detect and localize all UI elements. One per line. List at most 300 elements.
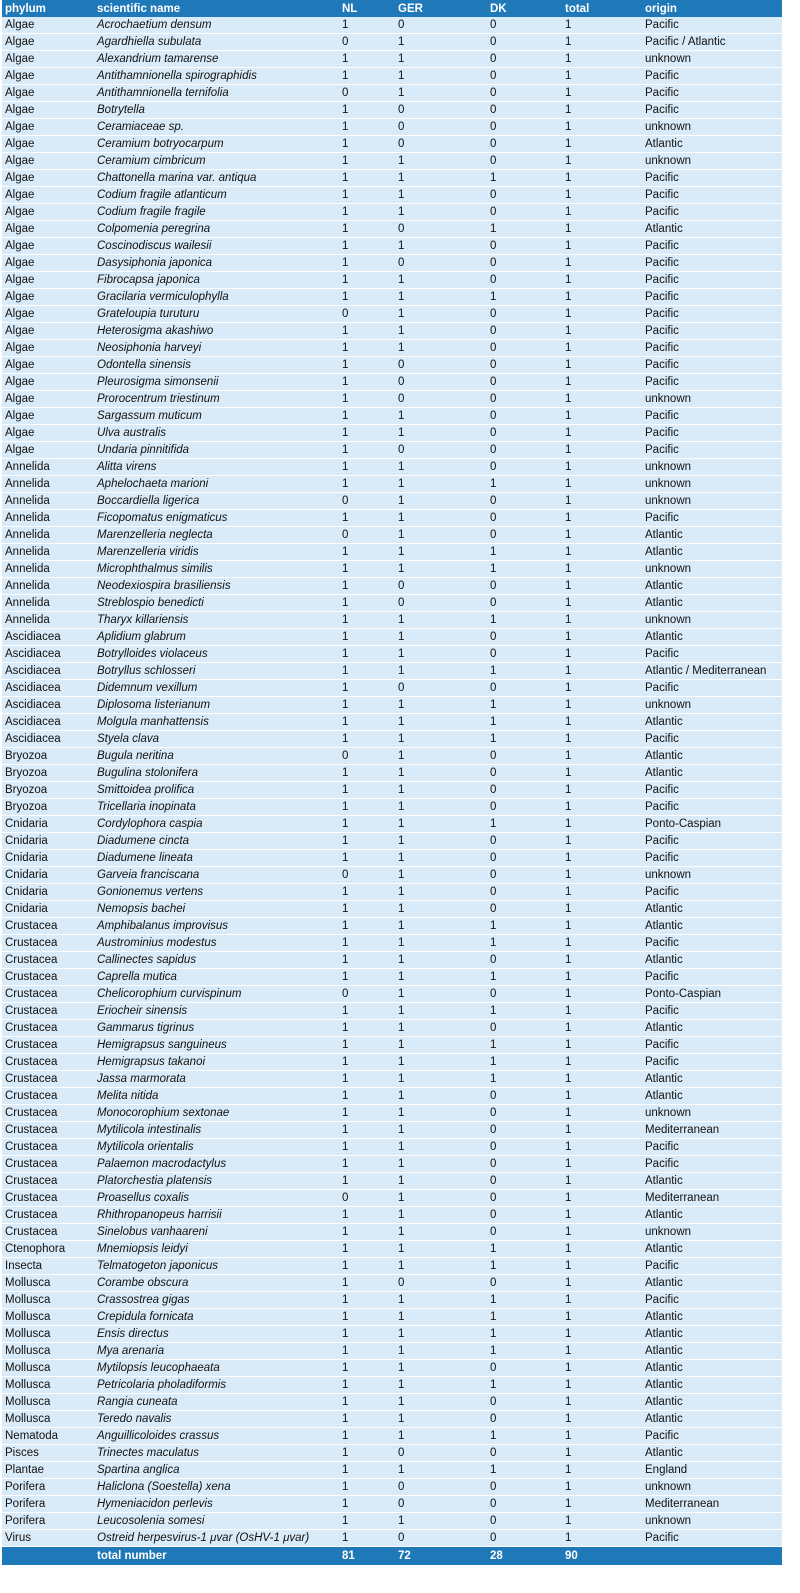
origin-cell: unknown bbox=[642, 1479, 782, 1496]
dk-cell: 1 bbox=[487, 1462, 562, 1479]
table-row bbox=[2, 918, 782, 935]
dk-cell: 0 bbox=[487, 1122, 562, 1139]
origin-cell: Atlantic / Mediterranean bbox=[642, 663, 782, 680]
scientific-name-cell: Neodexiospira brasiliensis bbox=[94, 578, 339, 595]
total-cell: 1 bbox=[562, 323, 642, 340]
nl-cell: 1 bbox=[339, 782, 395, 799]
phylum-cell: Crustacea bbox=[2, 918, 94, 935]
nl-cell: 1 bbox=[339, 170, 395, 187]
table-row bbox=[2, 272, 782, 289]
ger-cell: 1 bbox=[395, 1258, 487, 1275]
ger-cell: 1 bbox=[395, 170, 487, 187]
total-row bbox=[2, 1547, 782, 1565]
scientific-name-cell: Nemopsis bachei bbox=[94, 901, 339, 918]
origin-cell: Pacific bbox=[642, 969, 782, 986]
dk-cell: 1 bbox=[487, 1241, 562, 1258]
origin-cell: Atlantic bbox=[642, 748, 782, 765]
origin-cell: Atlantic bbox=[642, 578, 782, 595]
scientific-name-cell: Ceramium cimbricum bbox=[94, 153, 339, 170]
nl-cell: 1 bbox=[339, 1037, 395, 1054]
origin-cell: Atlantic bbox=[642, 714, 782, 731]
scientific-name-cell: Antithamnionella spirographidis bbox=[94, 68, 339, 85]
total-cell: 1 bbox=[562, 408, 642, 425]
total-cell: 1 bbox=[562, 510, 642, 527]
phylum-cell: Annelida bbox=[2, 527, 94, 544]
origin-cell: Atlantic bbox=[642, 595, 782, 612]
dk-cell: 0 bbox=[487, 255, 562, 272]
total-cell: 1 bbox=[562, 34, 642, 51]
ger-cell: 1 bbox=[395, 782, 487, 799]
table-row bbox=[2, 1207, 782, 1224]
table-row bbox=[2, 255, 782, 272]
total-cell: 1 bbox=[562, 918, 642, 935]
origin-cell: Pacific bbox=[642, 374, 782, 391]
nl-cell: 1 bbox=[339, 1309, 395, 1326]
dk-cell: 1 bbox=[487, 170, 562, 187]
total-cell: 1 bbox=[562, 1190, 642, 1207]
origin-cell: Pacific bbox=[642, 17, 782, 34]
scientific-name-cell: Colpomenia peregrina bbox=[94, 221, 339, 238]
origin-cell: Atlantic bbox=[642, 1445, 782, 1462]
origin-cell: Pacific bbox=[642, 272, 782, 289]
ger-cell: 1 bbox=[395, 1122, 487, 1139]
dk-cell: 0 bbox=[487, 187, 562, 204]
phylum-cell: Virus bbox=[2, 1530, 94, 1547]
total-cell: 1 bbox=[562, 1122, 642, 1139]
phylum-cell: Annelida bbox=[2, 561, 94, 578]
nl-cell: 0 bbox=[339, 306, 395, 323]
nl-cell: 1 bbox=[339, 204, 395, 221]
table-row bbox=[2, 1326, 782, 1343]
dk-cell: 0 bbox=[487, 646, 562, 663]
phylum-cell: Algae bbox=[2, 85, 94, 102]
total-cell: 1 bbox=[562, 1173, 642, 1190]
table-row bbox=[2, 578, 782, 595]
total-cell: 1 bbox=[562, 1479, 642, 1496]
total-cell: 1 bbox=[562, 136, 642, 153]
ger-cell: 1 bbox=[395, 1190, 487, 1207]
total-cell: 1 bbox=[562, 289, 642, 306]
phylum-cell: Ascidiacea bbox=[2, 663, 94, 680]
ger-cell: 1 bbox=[395, 1428, 487, 1445]
total-cell: 1 bbox=[562, 1496, 642, 1513]
scientific-name-cell: Grateloupia turuturu bbox=[94, 306, 339, 323]
ger-cell: 1 bbox=[395, 765, 487, 782]
scientific-name-cell: Bugula neritina bbox=[94, 748, 339, 765]
scientific-name-cell: Neosiphonia harveyi bbox=[94, 340, 339, 357]
origin-cell: unknown bbox=[642, 119, 782, 136]
ger-cell: 0 bbox=[395, 578, 487, 595]
nl-cell: 1 bbox=[339, 833, 395, 850]
nl-cell: 0 bbox=[339, 34, 395, 51]
ger-cell: 1 bbox=[395, 884, 487, 901]
ger-cell: 1 bbox=[395, 238, 487, 255]
ger-cell: 1 bbox=[395, 935, 487, 952]
dk-cell: 0 bbox=[487, 782, 562, 799]
phylum-cell: Algae bbox=[2, 17, 94, 34]
dk-cell: 1 bbox=[487, 1037, 562, 1054]
origin-cell: England bbox=[642, 1462, 782, 1479]
dk-cell: 0 bbox=[487, 510, 562, 527]
table-row bbox=[2, 646, 782, 663]
ger-cell: 1 bbox=[395, 1513, 487, 1530]
table-row bbox=[2, 102, 782, 119]
scientific-name-cell: Acrochaetium densum bbox=[94, 17, 339, 34]
nl-cell: 1 bbox=[339, 969, 395, 986]
ger-cell: 1 bbox=[395, 867, 487, 884]
scientific-name-cell: Mytilicola intestinalis bbox=[94, 1122, 339, 1139]
phylum-cell: Algae bbox=[2, 204, 94, 221]
ger-cell: 1 bbox=[395, 204, 487, 221]
total-cell: 1 bbox=[562, 153, 642, 170]
nl-cell: 1 bbox=[339, 391, 395, 408]
dk-cell: 1 bbox=[487, 714, 562, 731]
table-row bbox=[2, 816, 782, 833]
table-row bbox=[2, 136, 782, 153]
nl-cell: 1 bbox=[339, 459, 395, 476]
phylum-cell: Crustacea bbox=[2, 952, 94, 969]
ger-cell: 1 bbox=[395, 1105, 487, 1122]
dk-cell: 0 bbox=[487, 102, 562, 119]
scientific-name-cell: Codium fragile fragile bbox=[94, 204, 339, 221]
total-cell: 1 bbox=[562, 816, 642, 833]
origin-cell: Pacific bbox=[642, 425, 782, 442]
dk-cell: 0 bbox=[487, 680, 562, 697]
phylum-cell: Bryozoa bbox=[2, 748, 94, 765]
scientific-name-cell: Didemnum vexillum bbox=[94, 680, 339, 697]
ger-cell: 1 bbox=[395, 289, 487, 306]
ger-cell: 1 bbox=[395, 816, 487, 833]
nl-cell: 1 bbox=[339, 1343, 395, 1360]
ger-cell: 1 bbox=[395, 1411, 487, 1428]
phylum-cell: Porifera bbox=[2, 1496, 94, 1513]
table-row bbox=[2, 782, 782, 799]
ger-cell: 0 bbox=[395, 136, 487, 153]
table-row bbox=[2, 1394, 782, 1411]
phylum-cell: Bryozoa bbox=[2, 782, 94, 799]
origin-cell: unknown bbox=[642, 476, 782, 493]
phylum-cell: Algae bbox=[2, 34, 94, 51]
total-cell: 1 bbox=[562, 1020, 642, 1037]
table-row bbox=[2, 1411, 782, 1428]
total-cell: 1 bbox=[562, 1224, 642, 1241]
scientific-name-cell: Ulva australis bbox=[94, 425, 339, 442]
ger-cell: 0 bbox=[395, 1496, 487, 1513]
origin-cell: Pacific bbox=[642, 1428, 782, 1445]
dk-cell: 1 bbox=[487, 969, 562, 986]
nl-cell: 1 bbox=[339, 629, 395, 646]
nl-cell: 1 bbox=[339, 1054, 395, 1071]
phylum-cell: Algae bbox=[2, 238, 94, 255]
origin-cell: unknown bbox=[642, 493, 782, 510]
table-row bbox=[2, 391, 782, 408]
ger-cell: 1 bbox=[395, 612, 487, 629]
ger-cell: 1 bbox=[395, 187, 487, 204]
dk-cell: 1 bbox=[487, 1258, 562, 1275]
table-row bbox=[2, 1156, 782, 1173]
nl-cell: 1 bbox=[339, 255, 395, 272]
table-row bbox=[2, 969, 782, 986]
scientific-name-cell: Alexandrium tamarense bbox=[94, 51, 339, 68]
scientific-name-cell: Crassostrea gigas bbox=[94, 1292, 339, 1309]
phylum-cell: Ascidiacea bbox=[2, 714, 94, 731]
phylum-cell: Bryozoa bbox=[2, 765, 94, 782]
scientific-name-cell: Sargassum muticum bbox=[94, 408, 339, 425]
scientific-name-cell: Antithamnionella ternifolia bbox=[94, 85, 339, 102]
total-cell: 1 bbox=[562, 799, 642, 816]
phylum-cell: Algae bbox=[2, 374, 94, 391]
total-cell: 1 bbox=[562, 952, 642, 969]
total-cell: 1 bbox=[562, 1003, 642, 1020]
phylum-cell: Algae bbox=[2, 51, 94, 68]
phylum-cell: Algae bbox=[2, 170, 94, 187]
phylum-cell: Annelida bbox=[2, 578, 94, 595]
table-row bbox=[2, 697, 782, 714]
dk-cell: 1 bbox=[487, 935, 562, 952]
table-row bbox=[2, 476, 782, 493]
phylum-cell: Nematoda bbox=[2, 1428, 94, 1445]
origin-cell: Pacific bbox=[642, 1037, 782, 1054]
table-row bbox=[2, 1224, 782, 1241]
scientific-name-cell: Melita nitida bbox=[94, 1088, 339, 1105]
ger-cell: 1 bbox=[395, 1309, 487, 1326]
origin-cell: Pacific bbox=[642, 833, 782, 850]
dk-cell: 0 bbox=[487, 901, 562, 918]
origin-cell: Pacific bbox=[642, 408, 782, 425]
ger-cell: 1 bbox=[395, 952, 487, 969]
origin-cell: Atlantic bbox=[642, 1275, 782, 1292]
nl-cell: 1 bbox=[339, 1105, 395, 1122]
phylum-cell: Annelida bbox=[2, 493, 94, 510]
table-row bbox=[2, 765, 782, 782]
dk-cell: 1 bbox=[487, 476, 562, 493]
nl-cell: 1 bbox=[339, 1411, 395, 1428]
scientific-name-cell: Sinelobus vanhaareni bbox=[94, 1224, 339, 1241]
total-cell: 1 bbox=[562, 17, 642, 34]
phylum-cell: Cnidaria bbox=[2, 884, 94, 901]
origin-cell: Mediterranean bbox=[642, 1496, 782, 1513]
origin-cell: Pacific bbox=[642, 289, 782, 306]
table-row bbox=[2, 51, 782, 68]
ger-cell: 1 bbox=[395, 1360, 487, 1377]
phylum-cell: Cnidaria bbox=[2, 867, 94, 884]
ger-cell: 0 bbox=[395, 595, 487, 612]
dk-cell: 0 bbox=[487, 493, 562, 510]
nl-cell: 1 bbox=[339, 1241, 395, 1258]
total-cell: 1 bbox=[562, 1394, 642, 1411]
ger-cell: 1 bbox=[395, 459, 487, 476]
scientific-name-cell: Coscinodiscus wailesii bbox=[94, 238, 339, 255]
nl-cell: 1 bbox=[339, 1326, 395, 1343]
dk-cell: 0 bbox=[487, 884, 562, 901]
dk-cell: 1 bbox=[487, 731, 562, 748]
dk-cell: 0 bbox=[487, 459, 562, 476]
ger-cell: 0 bbox=[395, 1530, 487, 1547]
table-row bbox=[2, 1190, 782, 1207]
total-cell: 1 bbox=[562, 612, 642, 629]
scientific-name-cell: Smittoidea prolifica bbox=[94, 782, 339, 799]
total-cell: 1 bbox=[562, 1139, 642, 1156]
phylum-cell: Crustacea bbox=[2, 1088, 94, 1105]
nl-cell: 0 bbox=[339, 986, 395, 1003]
scientific-name-cell: Garveia franciscana bbox=[94, 867, 339, 884]
origin-cell: unknown bbox=[642, 391, 782, 408]
nl-cell: 1 bbox=[339, 1207, 395, 1224]
scientific-name-cell: Boccardiella ligerica bbox=[94, 493, 339, 510]
scientific-name-cell: Botryllus schlosseri bbox=[94, 663, 339, 680]
dk-cell: 1 bbox=[487, 1071, 562, 1088]
nl-cell: 1 bbox=[339, 1428, 395, 1445]
nl-cell: 1 bbox=[339, 663, 395, 680]
nl-cell: 0 bbox=[339, 748, 395, 765]
ger-cell: 1 bbox=[395, 1292, 487, 1309]
ger-cell: 1 bbox=[395, 714, 487, 731]
nl-cell: 1 bbox=[339, 1122, 395, 1139]
total-cell: 1 bbox=[562, 1377, 642, 1394]
ger-cell: 1 bbox=[395, 663, 487, 680]
table-row bbox=[2, 901, 782, 918]
table-row bbox=[2, 1139, 782, 1156]
total-cell: 1 bbox=[562, 1071, 642, 1088]
origin-cell: unknown bbox=[642, 697, 782, 714]
phylum-cell: Crustacea bbox=[2, 1071, 94, 1088]
scientific-name-cell: Amphibalanus improvisus bbox=[94, 918, 339, 935]
origin-cell: Atlantic bbox=[642, 1309, 782, 1326]
dk-cell: 0 bbox=[487, 748, 562, 765]
dk-cell: 0 bbox=[487, 51, 562, 68]
phylum-cell: Cnidaria bbox=[2, 816, 94, 833]
ger-cell: 1 bbox=[395, 1054, 487, 1071]
dk-cell: 1 bbox=[487, 544, 562, 561]
scientific-name-cell: Ceramium botryocarpum bbox=[94, 136, 339, 153]
phylum-cell: Algae bbox=[2, 408, 94, 425]
species-table bbox=[2, 0, 782, 1565]
ger-cell: 1 bbox=[395, 1139, 487, 1156]
dk-cell: 0 bbox=[487, 629, 562, 646]
nl-cell: 0 bbox=[339, 867, 395, 884]
total-cell: 1 bbox=[562, 1241, 642, 1258]
origin-cell: Atlantic bbox=[642, 765, 782, 782]
origin-cell: Pacific bbox=[642, 782, 782, 799]
table-row bbox=[2, 935, 782, 952]
total-cell: 1 bbox=[562, 425, 642, 442]
table-row bbox=[2, 1241, 782, 1258]
origin-cell: Atlantic bbox=[642, 1377, 782, 1394]
nl-cell: 0 bbox=[339, 493, 395, 510]
table-row bbox=[2, 1122, 782, 1139]
origin-cell: Pacific bbox=[642, 646, 782, 663]
scientific-name-cell: Spartina anglica bbox=[94, 1462, 339, 1479]
ger-cell: 0 bbox=[395, 102, 487, 119]
total-total: 90 bbox=[562, 1547, 642, 1565]
total-cell: 1 bbox=[562, 1258, 642, 1275]
scientific-name-cell: Agardhiella subulata bbox=[94, 34, 339, 51]
dk-cell: 1 bbox=[487, 1003, 562, 1020]
total-cell: 1 bbox=[562, 1445, 642, 1462]
dk-cell: 0 bbox=[487, 799, 562, 816]
dk-cell: 1 bbox=[487, 289, 562, 306]
ger-cell: 0 bbox=[395, 17, 487, 34]
phylum-cell: Annelida bbox=[2, 595, 94, 612]
phylum-cell: Annelida bbox=[2, 612, 94, 629]
origin-cell: Pacific bbox=[642, 187, 782, 204]
ger-cell: 1 bbox=[395, 1326, 487, 1343]
origin-cell: Pacific bbox=[642, 1139, 782, 1156]
phylum-cell: Ascidiacea bbox=[2, 646, 94, 663]
nl-cell: 1 bbox=[339, 1020, 395, 1037]
nl-cell: 0 bbox=[339, 527, 395, 544]
table-row bbox=[2, 1479, 782, 1496]
scientific-name-cell: Dasysiphonia japonica bbox=[94, 255, 339, 272]
table-row bbox=[2, 1003, 782, 1020]
ger-cell: 1 bbox=[395, 51, 487, 68]
phylum-cell: Ascidiacea bbox=[2, 680, 94, 697]
nl-cell: 1 bbox=[339, 1445, 395, 1462]
table-row bbox=[2, 1292, 782, 1309]
table-row bbox=[2, 748, 782, 765]
ger-cell: 1 bbox=[395, 306, 487, 323]
dk-cell: 0 bbox=[487, 85, 562, 102]
origin-cell: Pacific bbox=[642, 170, 782, 187]
dk-cell: 0 bbox=[487, 17, 562, 34]
scientific-name-cell: Mnemiopsis leidyi bbox=[94, 1241, 339, 1258]
origin-cell: unknown bbox=[642, 867, 782, 884]
phylum-cell: Cnidaria bbox=[2, 833, 94, 850]
nl-cell: 1 bbox=[339, 935, 395, 952]
ger-cell: 1 bbox=[395, 323, 487, 340]
table-row bbox=[2, 629, 782, 646]
dk-cell: 0 bbox=[487, 1224, 562, 1241]
nl-cell: 0 bbox=[339, 85, 395, 102]
phylum-cell: Pisces bbox=[2, 1445, 94, 1462]
phylum-cell: Cnidaria bbox=[2, 850, 94, 867]
origin-cell: Atlantic bbox=[642, 1411, 782, 1428]
nl-cell: 1 bbox=[339, 901, 395, 918]
scientific-name-cell: Mytilicola orientalis bbox=[94, 1139, 339, 1156]
scientific-name-cell: Ceramiaceae sp. bbox=[94, 119, 339, 136]
table-row bbox=[2, 68, 782, 85]
dk-cell: 1 bbox=[487, 1428, 562, 1445]
phylum-cell: Mollusca bbox=[2, 1292, 94, 1309]
dk-cell: 1 bbox=[487, 612, 562, 629]
nl-cell: 1 bbox=[339, 816, 395, 833]
phylum-cell: Algae bbox=[2, 289, 94, 306]
table-body bbox=[2, 17, 782, 1547]
total-cell: 1 bbox=[562, 901, 642, 918]
phylum-cell: Cnidaria bbox=[2, 901, 94, 918]
scientific-name-cell: Microphthalmus similis bbox=[94, 561, 339, 578]
ger-cell: 1 bbox=[395, 1377, 487, 1394]
nl-cell: 1 bbox=[339, 1292, 395, 1309]
dk-cell: 0 bbox=[487, 391, 562, 408]
ger-cell: 1 bbox=[395, 901, 487, 918]
total-cell: 1 bbox=[562, 629, 642, 646]
ger-cell: 1 bbox=[395, 510, 487, 527]
nl-cell: 1 bbox=[339, 1479, 395, 1496]
total-cell: 1 bbox=[562, 51, 642, 68]
nl-cell: 1 bbox=[339, 1224, 395, 1241]
table-row bbox=[2, 85, 782, 102]
scientific-name-cell: Streblospio benedicti bbox=[94, 595, 339, 612]
origin-cell: Atlantic bbox=[642, 544, 782, 561]
phylum-cell: Algae bbox=[2, 340, 94, 357]
scientific-name-cell: Undaria pinnitifida bbox=[94, 442, 339, 459]
ger-cell: 1 bbox=[395, 969, 487, 986]
scientific-name-cell: Ostreid herpesvirus-1 μvar (OsHV-1 μvar) bbox=[94, 1530, 339, 1547]
nl-cell: 1 bbox=[339, 1496, 395, 1513]
phylum-cell: Annelida bbox=[2, 459, 94, 476]
dk-cell: 0 bbox=[487, 850, 562, 867]
